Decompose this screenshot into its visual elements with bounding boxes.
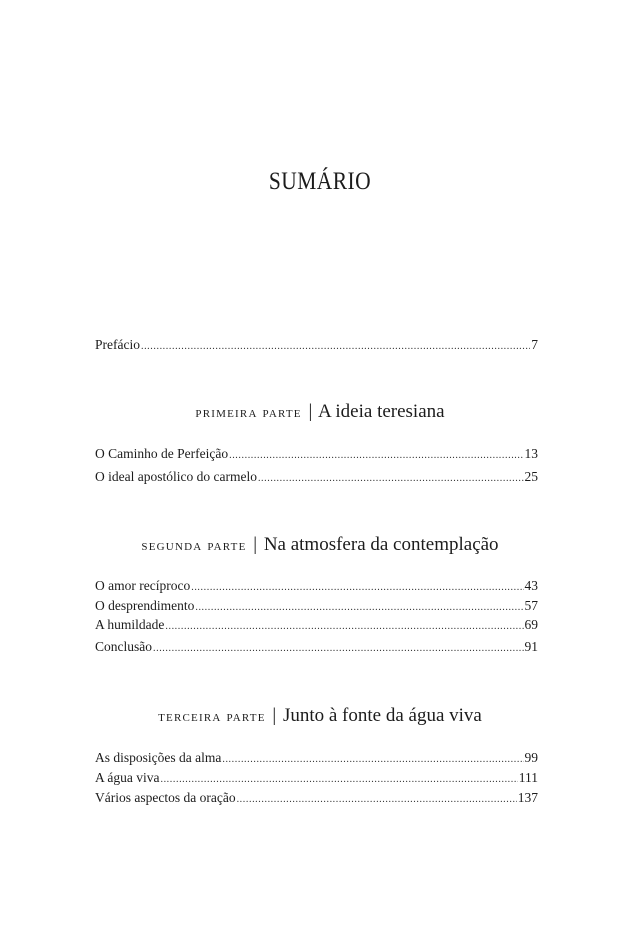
toc-entry[interactable] bbox=[95, 468, 538, 486]
toc-entry[interactable] bbox=[95, 597, 538, 616]
page-title: SUMÁRIO bbox=[268, 168, 372, 195]
toc-part-3 bbox=[95, 749, 538, 807]
entry-page: 7 bbox=[531, 337, 538, 352]
dot-leader bbox=[237, 791, 517, 809]
toc-entry[interactable] bbox=[95, 769, 538, 789]
part-heading-1 bbox=[0, 401, 640, 423]
dot-leader bbox=[165, 618, 523, 636]
part-separator: | bbox=[272, 705, 277, 726]
toc-entry[interactable] bbox=[95, 638, 538, 656]
part-separator: | bbox=[253, 534, 258, 555]
part-heading-2 bbox=[0, 534, 640, 556]
entry-label: As disposições da alma bbox=[95, 750, 222, 765]
entry-label: O desprendimento bbox=[95, 598, 195, 613]
toc-entry[interactable] bbox=[95, 577, 538, 597]
dot-leader bbox=[191, 579, 523, 597]
entry-page: 137 bbox=[517, 790, 538, 805]
entry-page: 91 bbox=[524, 639, 538, 654]
entry-label: O amor recíproco bbox=[95, 578, 191, 593]
dot-leader bbox=[258, 470, 524, 488]
entry-label: A água viva bbox=[95, 770, 160, 785]
toc-preface bbox=[95, 336, 538, 354]
dot-leader bbox=[222, 751, 523, 769]
entry-page: 57 bbox=[524, 598, 538, 613]
part-label: segunda parte bbox=[141, 538, 247, 554]
dot-leader bbox=[141, 338, 530, 356]
entry-page: 25 bbox=[524, 469, 538, 484]
dot-leader bbox=[153, 640, 524, 658]
toc-entry[interactable] bbox=[95, 336, 538, 354]
entry-page: 111 bbox=[518, 770, 538, 785]
toc-entry[interactable] bbox=[95, 616, 538, 638]
entry-page: 69 bbox=[524, 617, 538, 632]
entry-page: 43 bbox=[524, 578, 538, 593]
toc-part-1 bbox=[95, 445, 538, 486]
entry-page: 13 bbox=[524, 446, 538, 461]
entry-label: O ideal apostólico do carmelo bbox=[95, 469, 257, 484]
toc-entry[interactable] bbox=[95, 445, 538, 463]
part-title: Junto à fonte da água viva bbox=[282, 705, 482, 726]
toc-entry[interactable] bbox=[95, 749, 538, 769]
part-label: terceira parte bbox=[158, 709, 266, 725]
dot-leader bbox=[160, 771, 517, 789]
dot-leader bbox=[195, 599, 523, 617]
entry-label: Prefácio bbox=[95, 337, 140, 352]
part-title: A ideia teresiana bbox=[317, 401, 445, 422]
entry-label: O Caminho de Perfeição bbox=[95, 446, 229, 461]
part-label: primeira parte bbox=[195, 405, 302, 421]
entry-label: Vários aspectos da oração bbox=[95, 790, 236, 805]
entry-page: 99 bbox=[524, 750, 538, 765]
part-separator: | bbox=[308, 401, 313, 422]
dot-leader bbox=[229, 447, 523, 465]
part-heading-3 bbox=[0, 705, 640, 727]
entry-label: Conclusão bbox=[95, 639, 152, 654]
part-title: Na atmosfera da contemplação bbox=[263, 534, 499, 555]
entry-label: A humildade bbox=[95, 617, 165, 632]
toc-part-2 bbox=[95, 577, 538, 656]
toc-entry[interactable] bbox=[95, 789, 538, 807]
